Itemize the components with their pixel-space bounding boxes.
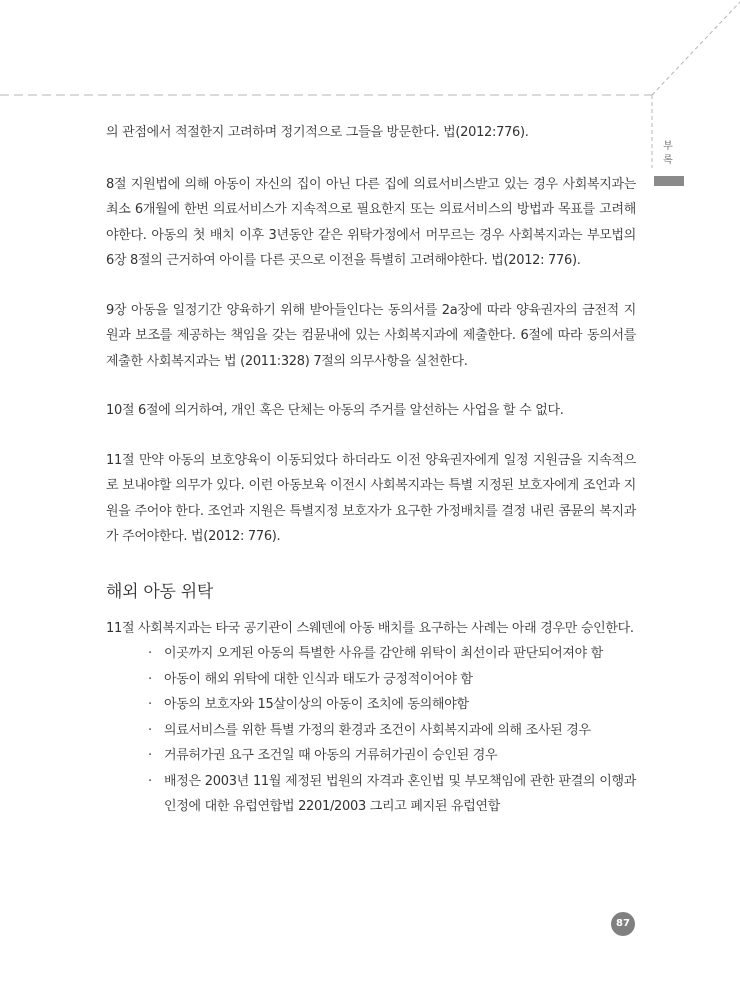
page-body [106, 120, 636, 820]
list-item [146, 743, 636, 769]
list-item-text: 의료서비스를 위한 특별 가정의 환경과 조건이 사회복지과에 의해 조사된 경우 [164, 722, 591, 738]
bullet-icon: · [148, 773, 152, 789]
list-item-text: 거류허가권 요구 조건일 때 아동의 거류허가권이 승인된 경우 [164, 748, 498, 763]
paragraph: 9장 아동을 일정기간 양육하기 위해 받아들인다는 동의서를 2a장에 따라 양육권자의 금전적 지원과 보조를 제공하는 책임을 갖는 컴뮨내에 있는 사회복지과에 제출한다. 6절에 따라 동의서를 제출한 사회복지과는 법 (2011:328) 7절의 의무사항을 실천한다. [106, 302, 636, 369]
paragraph: 8절 지원법에 의해 아동이 자신의 집이 아닌 다른 집에 의료서비스받고 있는 경우 사회복지과는 최소 6개월에 한번 의료서비스가 지속적으로 필요한지 또는 의료서비스의 방법과 목표를 고려해야한다. 아동의 첫 배치 이후 3년동안 같은 위탁가정에서 머무르는 경우 사회복지과는 부모법의 6장 8절의 근거하여 아이를 다른 곳으로 이전을 특별히 고려해야한다. 법(2012: 776). [106, 176, 636, 268]
section-intro: 11절 사회복지과는 타국 공기관이 스웨덴에 아동 배치를 요구하는 사례는 아래 경우만 승인한다. [106, 620, 634, 636]
section-title: 해외 아동 위탁 [106, 581, 213, 602]
bullet-icon: · [148, 748, 152, 763]
list-item [146, 641, 636, 667]
paragraph: 10절 6절에 의거하여, 개인 혹은 단체는 아동의 주거를 알선하는 사업을 할 수 없다. [106, 403, 564, 418]
list-item [146, 667, 636, 693]
list-item-text: 이곳까지 오게된 아동의 특별한 사유를 감안해 위탁이 최선이라 판단되어져야 함 [164, 646, 604, 661]
bullet-list [106, 641, 636, 820]
side-tab-bar [654, 176, 684, 186]
bullet-icon: · [148, 646, 152, 661]
bullet-icon: · [148, 697, 152, 712]
list-item [146, 769, 636, 820]
paragraph: 11절 만약 아동의 보호양육이 이동되었다 하더라도 이전 양육권자에게 일정 지원금을 지속적으로 보내야할 의무가 있다. 이런 아동보육 이전시 사회복지과는 특별 지정된 보호자에게 조언과 지원을 주어야 한다. 조언과 지원은 특별지정 보호자가 요구한 가정배치를 결정 내린 콤뮨의 복지과가 주어야한다. 법(2012: 776). [106, 452, 636, 544]
paragraph: 의 관점에서 적절한지 고려하며 정기적으로 그들을 방문한다. 법(2012:776). [106, 125, 529, 140]
bullet-icon: · [148, 722, 152, 738]
list-item [146, 718, 636, 744]
list-item-text: 아동이 해외 위탁에 대한 인식과 태도가 긍정적이어야 함 [164, 671, 473, 687]
bullet-icon: · [148, 671, 152, 687]
page-number: 87 [611, 912, 635, 936]
list-item [146, 692, 636, 718]
appendix-side-tab: 부록 [663, 141, 673, 166]
list-item-text: 배정은 2003년 11월 제정된 법원의 자격과 혼인법 및 부모책임에 관한 판결의 이행과 인정에 대한 유럽연합법 2201/2003 그리고 폐지된 유럽연합 [164, 773, 636, 814]
list-item-text: 아동의 보호자와 15살이상의 아동이 조치에 동의해야함 [164, 697, 469, 712]
